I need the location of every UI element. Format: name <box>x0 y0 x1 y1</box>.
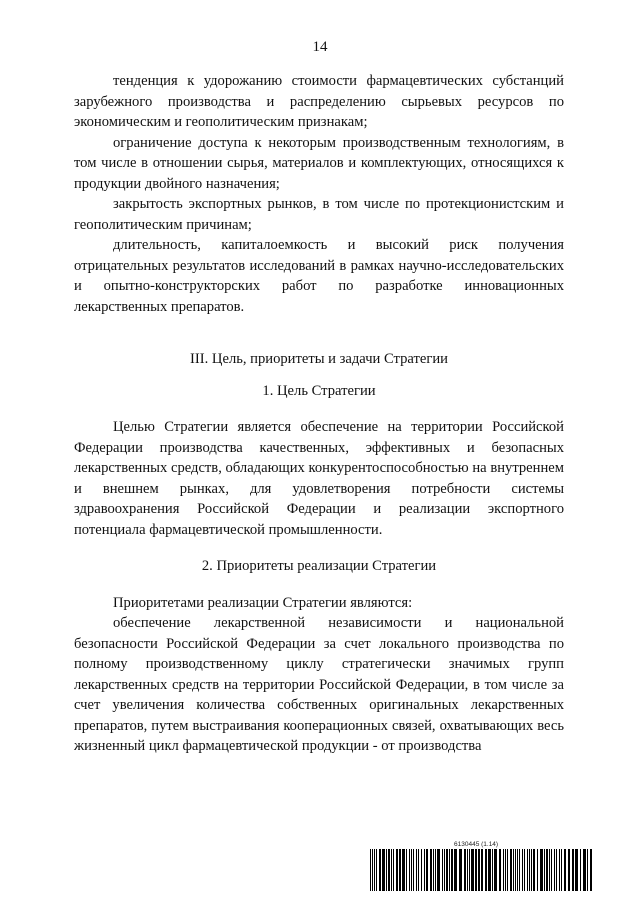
barcode-bar <box>522 849 523 891</box>
barcode-bar <box>485 849 487 891</box>
barcode-bar <box>437 849 440 891</box>
barcode-bar <box>533 849 535 891</box>
barcode-bar <box>406 849 407 891</box>
barcode-bar <box>393 849 394 891</box>
section-heading: III. Цель, приоритеты и задачи Стратегии <box>190 351 448 367</box>
barcode-bar <box>454 849 457 891</box>
barcode-bar <box>382 849 385 891</box>
barcode-bar <box>559 849 560 891</box>
list-item: закрытость экспортных рынков, в том числе по протекционистским и геополитическим причинам; <box>74 196 564 233</box>
barcode-bar <box>510 849 512 891</box>
barcode-bar <box>568 849 570 891</box>
barcode-bar <box>488 849 491 891</box>
barcode-bar <box>590 849 592 891</box>
barcode-bar <box>478 849 480 891</box>
barcode-bar <box>554 849 555 891</box>
barcode-bar <box>418 849 419 891</box>
barcode-bar <box>580 849 581 891</box>
barcode-bar <box>561 849 562 891</box>
barcode-bar <box>402 849 405 891</box>
barcode-bar <box>433 849 434 891</box>
barcode-bar <box>444 849 445 891</box>
barcode-bar <box>524 849 525 891</box>
barcode-bar <box>421 849 422 891</box>
barcode-bar <box>379 849 381 891</box>
list-item: длительность, капиталоемкость и высокий риск получения отрицательных результатов исследований в рамках научно-исследовательских и опытно-конструкторских работ по разработке инновационных лекарственных препаратов. <box>74 237 564 315</box>
barcode-bar <box>546 849 548 891</box>
barcode-bar <box>540 849 543 891</box>
barcode-bar <box>459 849 462 891</box>
barcode-bar <box>503 849 504 891</box>
barcode-bar <box>446 849 448 891</box>
barcode-bar <box>499 849 501 891</box>
barcode-bar <box>442 849 443 891</box>
list-item: тенденция к удорожанию стоимости фармацевтических субстанций зарубежного производства и распределению сырьевых ресурсов по экономическим и геополитическим признакам; <box>74 73 564 130</box>
barcode-block <box>370 841 592 891</box>
barcode-bar <box>424 849 425 891</box>
barcode-bar <box>467 849 468 891</box>
barcode-bar <box>391 849 392 891</box>
barcode-bar <box>575 849 578 891</box>
goal-heading: 1. Цель Стратегии <box>262 382 376 399</box>
barcode-bar <box>374 849 375 891</box>
barcode-bar <box>572 849 574 891</box>
barcode-bar <box>531 849 532 891</box>
barcode-bar <box>449 849 450 891</box>
barcode-bar <box>527 849 528 891</box>
barcode-bar <box>529 849 530 891</box>
barcode-bar <box>426 849 428 891</box>
barcode-bar <box>451 849 453 891</box>
barcode-bar <box>505 849 506 891</box>
page-number: 14 <box>312 39 328 55</box>
priorities-paragraph: обеспечение лекарственной независимости и национальной безопасности Российской Федерации за счет локального производства по полному производственному циклу стратегически значимых групп лекарственных средств на территории Российской Федерации, в том числе за счет увеличения количества собственных оригинальных лекарственных препаратов, путем выстраивания кооперационных связей, охватывающих весь жизненный цикл фармацевтической продукции - от производства <box>74 615 564 754</box>
barcode-bar <box>519 849 520 891</box>
priorities-intro: Приоритетами реализации Стратегии являются: <box>113 594 413 611</box>
document-body <box>74 71 564 757</box>
barcode-bar <box>396 849 398 891</box>
barcode-bar <box>372 849 373 891</box>
barcode-bar <box>475 849 477 891</box>
barcode-bar <box>507 849 508 891</box>
barcode-bar <box>494 849 497 891</box>
barcode-bar <box>537 849 538 891</box>
barcode-bar <box>464 849 466 891</box>
barcode-bar <box>430 849 432 891</box>
barcode-bar <box>411 849 412 891</box>
barcode-bar <box>564 849 566 891</box>
goal-paragraph: Целью Стратегии является обеспечение на территории Российской Федерации производства качественных, эффективных и безопасных лекарственных средств, обладающих конкурентоспособностью на внутреннем и внешнем рынках, для удовлетворения потребности системы здравоохранения Российской Федерации и реализации экспортного потенциала фармацевтической промышленности. <box>74 419 564 538</box>
barcode-bar <box>409 849 410 891</box>
barcode-code: 6130445 (1.14) <box>454 841 499 848</box>
barcode-bar <box>471 849 474 891</box>
barcode-bar <box>583 849 586 891</box>
barcode-bar <box>549 849 550 891</box>
barcode-bar <box>469 849 470 891</box>
barcode-icon <box>370 849 592 891</box>
barcode-bar <box>492 849 493 891</box>
barcode-bar <box>416 849 417 891</box>
barcode-bar <box>551 849 552 891</box>
barcode-bar <box>587 849 588 891</box>
barcode-bar <box>556 849 557 891</box>
barcode-bar <box>399 849 401 891</box>
barcode-bar <box>388 849 390 891</box>
list-item: ограничение доступа к некоторым производственным технологиям, в том числе в отношении сырья, материалов и комплектующих, относящихся к продукции двойного назначения; <box>74 134 564 192</box>
barcode-bar <box>386 849 387 891</box>
priorities-heading: 2. Приоритеты реализации Стратегии <box>201 558 437 574</box>
barcode-bar <box>515 849 516 891</box>
barcode-bar <box>513 849 514 891</box>
barcode-bar <box>370 849 371 891</box>
barcode-bar <box>435 849 436 891</box>
barcode-bar <box>481 849 483 891</box>
barcode-bar <box>517 849 518 891</box>
barcode-bar <box>544 849 545 891</box>
barcode-bar <box>413 849 414 891</box>
barcode-bar <box>376 849 377 891</box>
